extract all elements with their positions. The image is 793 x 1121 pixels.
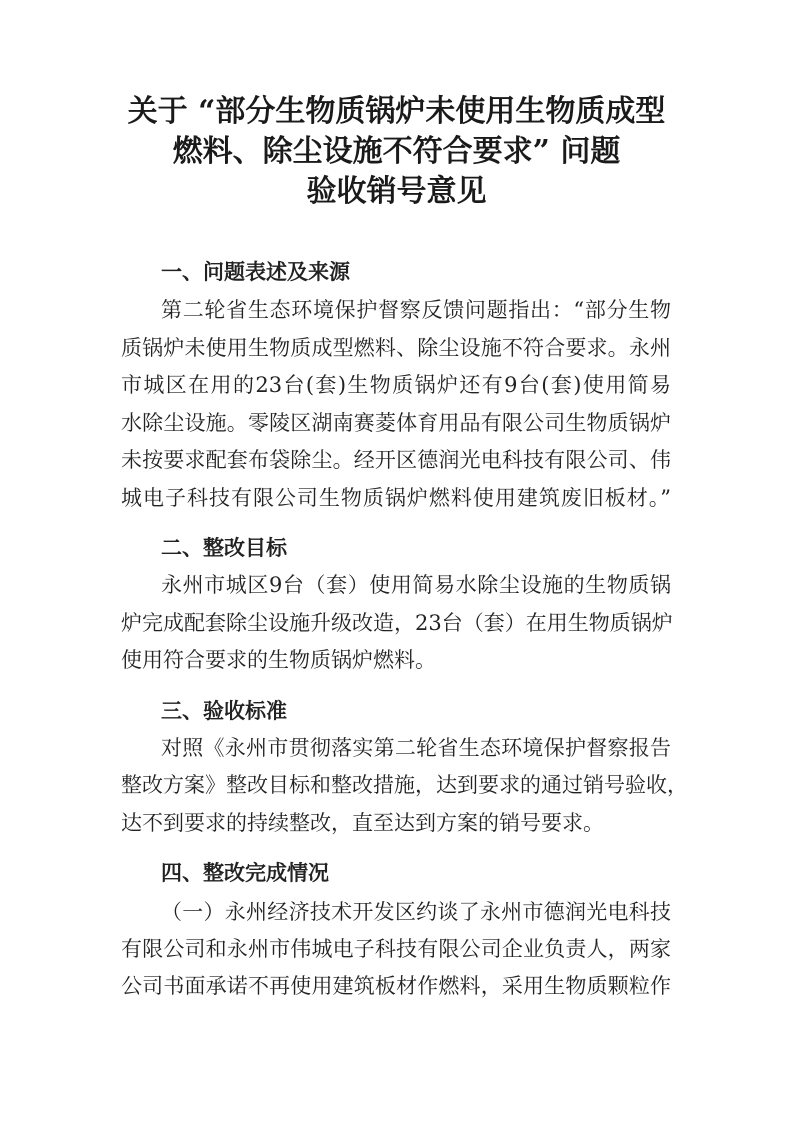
document-title-line-2: 燃料、除尘设施不符合要求” 问题 [172, 134, 621, 169]
paragraph-line: 质锅炉未使用生物质成型燃料、除尘设施不符合要求。永州 [121, 336, 671, 360]
paragraph-line: 使用符合要求的生物质锅炉燃料。 [121, 648, 436, 672]
paragraph-line: 未按要求配套布袋除尘。经开区德润光电科技有限公司、伟 [121, 448, 671, 472]
paragraph-line: 永州市城区9台（套）使用简易水除尘设施的生物质锅 [161, 573, 671, 597]
paragraph-line: 第二轮省生态环境保护督察反馈问题指出：“部分生物 [161, 298, 671, 322]
paragraph-line: 水除尘设施。零陵区湖南赛菱体育用品有限公司生物质锅炉 [121, 411, 671, 435]
paragraph-line: 市城区在用的23台(套)生物质锅炉还有9台(套)使用简易 [121, 373, 671, 397]
paragraph-line: 公司书面承诺不再使用建筑板材作燃料，采用生物质颗粒作 [121, 974, 671, 998]
paragraph-line: 有限公司和永州市伟城电子科技有限公司企业负责人，两家 [121, 937, 671, 961]
paragraph-line: （一）永州经济技术开发区约谈了永州市德润光电科技 [161, 900, 671, 924]
paragraph-line: 炉完成配套除尘设施升级改造，23台（套）在用生物质锅炉 [121, 611, 673, 635]
section-heading-3: 三、验收标准 [161, 698, 287, 723]
paragraph-line: 对照《永州市贯彻落实第二轮省生态环境保护督察报告 [161, 736, 671, 760]
section-heading-4: 四、整改完成情况 [161, 860, 329, 885]
paragraph-line: 城电子科技有限公司生物质锅炉燃料使用建筑废旧板材。” [121, 486, 671, 510]
document-title-line-3: 验收销号意见 [306, 174, 487, 209]
document-title-line-1: 关于 “部分生物质锅炉未使用生物质成型 [127, 94, 666, 129]
section-heading-2: 二、整改目标 [161, 535, 287, 560]
section-heading-1: 一、问题表述及来源 [161, 259, 350, 284]
paragraph-line: 达不到要求的持续整改，直至达到方案的销号要求。 [121, 811, 604, 835]
paragraph-line: 整改方案》整改目标和整改措施，达到要求的通过销号验收， [121, 773, 688, 797]
